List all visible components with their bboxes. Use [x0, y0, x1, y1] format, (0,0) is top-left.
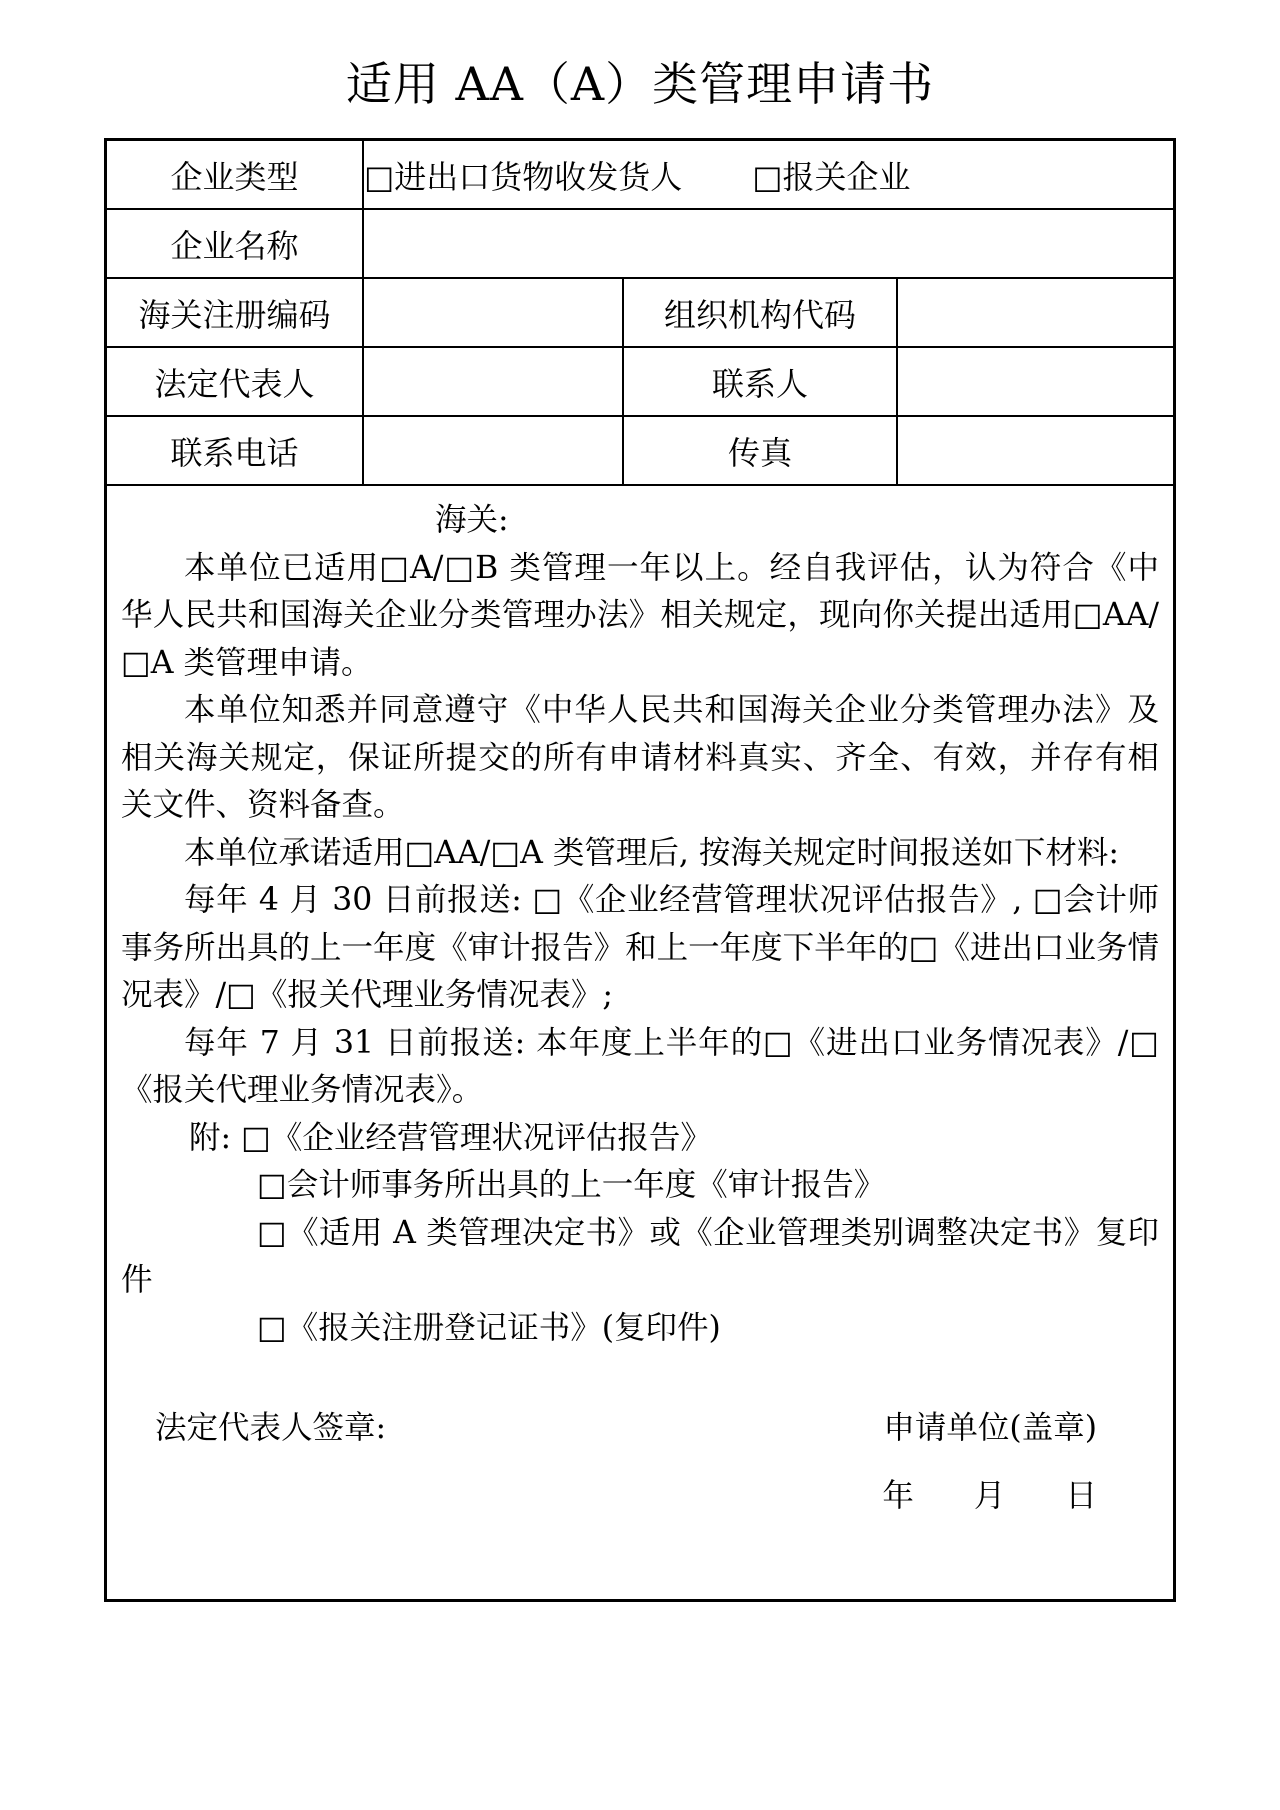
phone-fax-row — [107, 416, 1173, 485]
legal-rep-signature: 法定代表人签章: — [155, 1410, 387, 1446]
date-line: 年 月 日 — [882, 1478, 1097, 1514]
enterprise-type-row — [107, 141, 1173, 209]
letter-paragraph-2: 本单位知悉并同意遵守《中华人民共和国海关企业分类管理办法》及相关海关规定，保证所提交的所有申请材料真实、齐全、有效，并存有相关文件、资料备查。 — [121, 692, 1159, 823]
applicant-seal: 申请单位(盖章) — [883, 1410, 1097, 1446]
enterprise-name-label: 企业名称 — [107, 209, 363, 278]
fax-field[interactable] — [897, 416, 1173, 485]
letter-paragraph-1: 本单位已适用□A/□B 类管理一年以上。经自我评估，认为符合《中华人民共和国海关企业分类管理办法》相关规定，现向你关提出适用□AA/□A 类管理申请。 — [121, 549, 1159, 681]
option-import-export-consignor[interactable]: □进出口货物收发货人 — [364, 157, 683, 196]
application-form — [104, 138, 1176, 1602]
letter-paragraph-3: 本单位承诺适用□AA/□A 类管理后, 按海关规定时间报送如下材料: — [184, 834, 1120, 871]
application-letter — [121, 497, 1159, 1352]
option-customs-broker[interactable]: □报关企业 — [752, 157, 911, 196]
attachment-4: □《报关注册登记证书》(复印件) — [257, 1309, 721, 1346]
attachment-1: 附: □《企业经营管理状况评估报告》 — [189, 1119, 712, 1156]
attachment-3: □《适用 A 类管理决定书》或《企业管理类别调整决定书》复印件 — [121, 1214, 1159, 1298]
customs-reg-code-label: 海关注册编码 — [107, 278, 363, 347]
phone-label: 联系电话 — [107, 416, 363, 485]
letter-addressee: 海关: — [435, 502, 509, 538]
enterprise-type-options — [363, 141, 1173, 209]
enterprise-type-label: 企业类型 — [107, 141, 363, 209]
representative-row — [107, 347, 1173, 416]
legal-rep-label: 法定代表人 — [107, 347, 363, 416]
attachment-2: □会计师事务所出具的上一年度《审计报告》 — [257, 1167, 886, 1203]
codes-row — [107, 278, 1173, 347]
legal-rep-field[interactable] — [363, 347, 623, 416]
letter-paragraph-4: 每年 4 月 30 日前报送: □《企业经营管理状况评估报告》, □会计师事务所出具的上一年度《审计报告》和上一年度下半年的□《进出口业务情况表》/□《报关代理业务情况表》; — [121, 882, 1159, 1013]
org-code-label: 组织机构代码 — [623, 278, 897, 347]
fax-label: 传真 — [623, 416, 897, 485]
enterprise-name-field[interactable] — [363, 209, 1173, 278]
enterprise-info-table — [107, 141, 1173, 486]
phone-field[interactable] — [363, 416, 623, 485]
enterprise-name-row — [107, 209, 1173, 278]
contact-label: 联系人 — [623, 347, 897, 416]
page-title: 适用 AA（A）类管理申请书 — [345, 57, 935, 111]
org-code-field[interactable] — [897, 278, 1173, 347]
customs-reg-code-field[interactable] — [363, 278, 623, 347]
contact-field[interactable] — [897, 347, 1173, 416]
letter-paragraph-5: 每年 7 月 31 日前报送: 本年度上半年的□《进出口业务情况表》/□《报关代理业务情况表》。 — [121, 1024, 1159, 1108]
